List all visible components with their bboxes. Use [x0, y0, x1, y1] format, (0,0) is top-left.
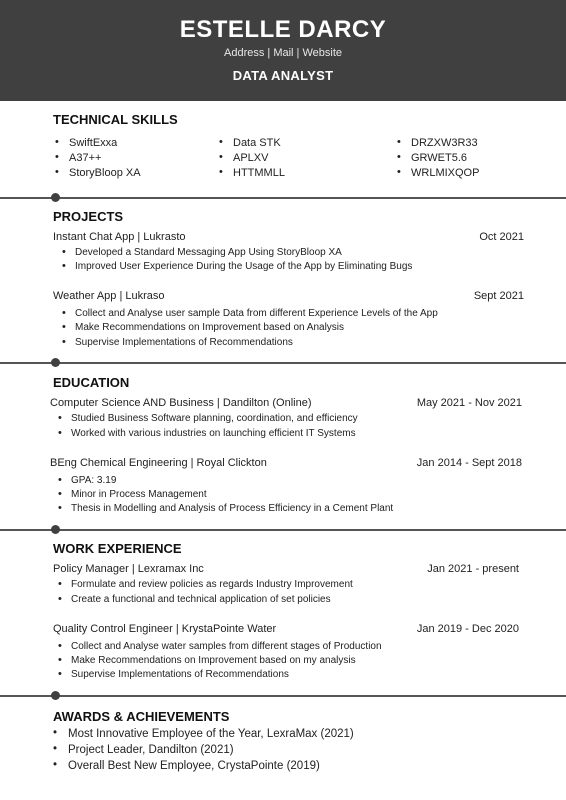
work-bullet: • Make Recommendations on Improvement based on my analysis — [71, 655, 356, 666]
work-bullet: • Collect and Analyse water samples from different stages of Production — [71, 641, 382, 652]
skill-item: • APLXV — [233, 152, 268, 164]
project-bullet: • Supervise Implementations of Recommendations — [75, 337, 293, 348]
skill-item: • Data STK — [233, 137, 281, 149]
work-bullet: • Formulate and review policies as regards Industry Improvement — [71, 579, 353, 590]
education-date: May 2021 - Nov 2021 — [416, 397, 522, 409]
skill-item: • GRWET5.6 — [411, 152, 467, 164]
project-bullet: • Collect and Analyse user sample Data from different Experience Levels of the App — [75, 308, 438, 319]
skill-item: • A37++ — [69, 152, 101, 164]
education-date: Jan 2014 - Sept 2018 — [416, 457, 522, 469]
section-divider — [0, 362, 566, 364]
work-bullet: • Create a functional and technical application of set policies — [71, 594, 331, 605]
divider-dot — [51, 525, 60, 534]
work-title: Policy Manager | Lexramax Inc — [53, 563, 204, 575]
education-section-title: EDUCATION — [53, 375, 130, 390]
education-bullet: • Thesis in Modelling and Analysis of Process Efficiency in a Cement Plant — [71, 503, 393, 514]
project-bullet: • Improved User Experience During the Usage of the App by Eliminating Bugs — [75, 261, 412, 272]
award-item: • Project Leader, Dandilton (2021) — [68, 744, 234, 756]
skills-section-title: TECHNICAL SKILLS — [53, 112, 178, 127]
skill-item: • HTTMMLL — [233, 167, 285, 179]
name-heading: ESTELLE DARCY — [179, 16, 387, 43]
divider-dot — [51, 691, 60, 700]
work-date: Jan 2019 - Dec 2020 — [416, 623, 519, 635]
divider-dot — [51, 193, 60, 202]
project-title: Instant Chat App | Lukrasto — [53, 231, 186, 243]
project-date: Oct 2021 — [479, 231, 524, 243]
section-divider — [0, 529, 566, 531]
project-bullet: • Developed a Standard Messaging App Using StoryBloop XA — [75, 247, 342, 258]
education-title: BEng Chemical Engineering | Royal Clickton — [50, 457, 267, 469]
role-title: DATA ANALYST — [232, 68, 334, 83]
award-item: • Most Innovative Employee of the Year, LexraMax (2021) — [68, 728, 354, 740]
section-divider — [0, 197, 566, 199]
project-bullet: • Make Recommendations on Improvement based on Analysis — [75, 322, 344, 333]
section-divider — [0, 695, 566, 697]
work-title: Quality Control Engineer | KrystaPointe Water — [53, 623, 277, 635]
skill-item: • SwiftExxa — [69, 137, 117, 149]
project-title: Weather App | Lukraso — [53, 290, 165, 302]
contact-line: Address | Mail | Website — [224, 47, 342, 59]
education-bullet: • Worked with various industries on launching efficient IT Systems — [71, 428, 356, 439]
award-item: • Overall Best New Employee, CrystaPointe (2019) — [68, 760, 320, 772]
skill-item: • WRLMIXQOP — [411, 167, 479, 179]
work-date: Jan 2021 - present — [427, 563, 519, 575]
education-bullet: • Minor in Process Management — [71, 489, 207, 500]
education-bullet: • Studied Business Software planning, coordination, and efficiency — [71, 413, 358, 424]
work-bullet: • Supervise Implementations of Recommendations — [71, 669, 289, 680]
skill-item: • DRZXW3R33 — [411, 137, 478, 149]
work-section-title: WORK EXPERIENCE — [53, 541, 182, 556]
resume-header — [0, 0, 566, 101]
project-date: Sept 2021 — [473, 290, 524, 302]
awards-section-title: AWARDS & ACHIEVEMENTS — [53, 709, 230, 724]
projects-section-title: PROJECTS — [53, 209, 124, 224]
skill-item: • StoryBloop XA — [69, 167, 141, 179]
divider-dot — [51, 358, 60, 367]
education-bullet: • GPA: 3.19 — [71, 475, 116, 486]
education-title: Computer Science AND Business | Dandilton (Online) — [50, 397, 312, 409]
